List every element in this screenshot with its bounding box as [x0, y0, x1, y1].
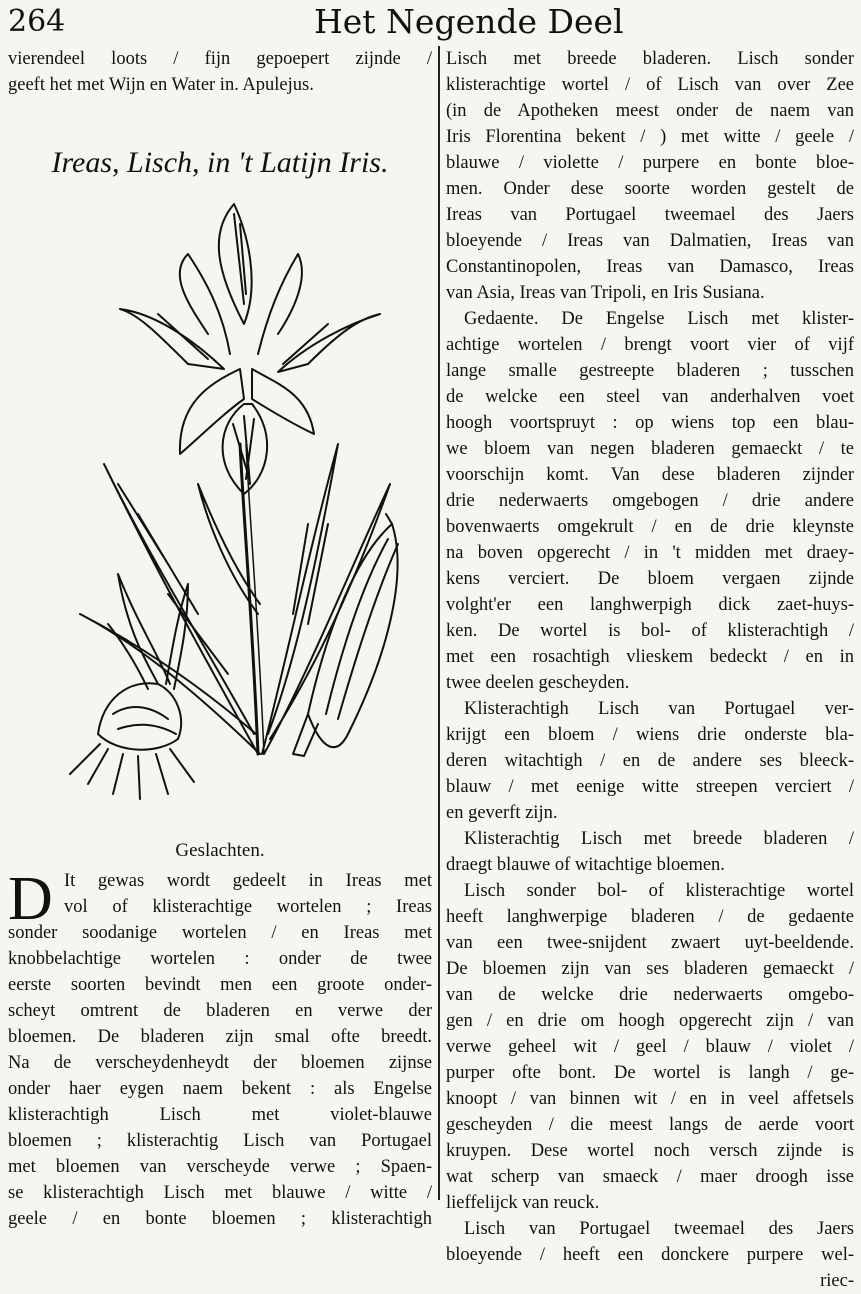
- text-line: It gewas wordt gedeelt in Ireas met: [64, 871, 432, 891]
- text-line: klisterachtigh Lisch met violet-blauwe: [8, 1105, 432, 1125]
- drop-cap: D: [8, 865, 53, 933]
- text-line: men. Onder dese soorte worden gestelt de: [446, 179, 854, 199]
- text-line: krijgt een bloem / wiens drie onderste bla-: [446, 725, 854, 745]
- text-line: volght'er een langhwerpigh dick zaet-huys-: [446, 595, 854, 615]
- text-line: hoogh voortspruyt : op wiens top een blau-: [446, 413, 854, 433]
- text-line: onder haer eygen naem bekent : als Engelse: [8, 1079, 432, 1099]
- catchword: riec-: [820, 1271, 854, 1291]
- text-line: de welcke een steel van anderhalven voet: [446, 387, 854, 407]
- text-line: Ireas van Portugael tweemael des Jaers: [446, 205, 854, 225]
- dropcap-paragraph: [8, 865, 432, 1232]
- text-line: twee deelen gescheyden.: [446, 673, 630, 693]
- column-divider: [438, 46, 440, 1200]
- text-line: knoopt / van binnen wit / en in veel affetsels: [446, 1089, 854, 1109]
- text-line: ken. De wortel is bol- of klisterachtigh /: [446, 621, 854, 641]
- text-line: gen / en drie om hoogh opgerecht zijn / van: [446, 1011, 854, 1031]
- text-line: kruypen. Dese wortel noch versch zijnde is: [446, 1141, 854, 1161]
- text-line: van de welcke drie nederwaerts omgebo-: [446, 985, 854, 1005]
- paragraph: [446, 826, 854, 878]
- text-line: Lisch sonder bol- of klisterachtige wortel: [464, 881, 854, 901]
- running-title: Het Negende Deel: [314, 2, 624, 41]
- text-line: wat scherp van smaeck / maer droogh isse: [446, 1167, 854, 1187]
- text-line: bloemen. De bladeren zijn smal ofte breedt.: [8, 1027, 432, 1047]
- paragraph: [446, 306, 854, 696]
- right-column: [446, 46, 854, 1294]
- text-line: sonder soodanige wortelen / en Ireas met: [8, 923, 432, 943]
- text-line: vol of klisterachtige wortelen ; Ireas: [64, 897, 432, 917]
- section-heading: Geslachten.: [175, 840, 265, 861]
- paragraph: [446, 878, 854, 1216]
- text-line: lange smalle gestreepte bladeren ; tusschen: [446, 361, 854, 381]
- text-line: vierendeel loots / fijn gepoepert zijnde /: [8, 49, 432, 69]
- text-line: Iris Florentina bekent / ) met witte / geele /: [446, 127, 854, 147]
- text-line: knobbelachtige wortelen : onder de twee: [8, 949, 432, 969]
- text-line: geeft het met Wijn en Water in. Apulejus.: [8, 75, 314, 95]
- text-line: voorschijn komt. Van dese bladeren zijnder: [446, 465, 854, 485]
- text-line: De bloemen zijn van ses bladeren gemaeckt /: [446, 959, 854, 979]
- text-line: bloeyende / heeft een donckere purpere wel-: [446, 1245, 854, 1265]
- text-line: drie nederwaerts omgebogen / drie andere: [446, 491, 854, 511]
- entry-title: Ireas, Lisch, in 't Latijn Iris.: [51, 146, 389, 179]
- text-line: kens verciert. De bloem vergaen zijnde: [446, 569, 854, 589]
- text-line: eerste soorten bevindt men een groote onder-: [8, 975, 432, 995]
- text-line: se klisterachtigh Lisch met blauwe / witte /: [8, 1183, 432, 1203]
- text-line: draegt blauwe of witachtige bloemen.: [446, 855, 725, 875]
- text-line: verwe geheel wit / geel / blauw / violet /: [446, 1037, 854, 1057]
- page-number: 264: [8, 4, 66, 39]
- text-line: klisterachtige wortel / of Lisch van over Zee: [446, 75, 854, 95]
- paragraph: [446, 1216, 854, 1268]
- page-header: [0, 0, 861, 46]
- text-line: Klisterachtig Lisch met breede bladeren /: [464, 829, 854, 849]
- text-line: we bloem van negen bladeren gemaeckt / te: [446, 439, 854, 459]
- text-line: bovenwaerts omgekrult / en de drie kleynste: [446, 517, 854, 537]
- text-line: gescheyden / die meest langs de aerde voort: [446, 1115, 854, 1135]
- text-line: met bloemen van verscheyde verwe ; Spaen-: [8, 1157, 432, 1177]
- text-line: deren witachtigh / en de andere ses bleeck-: [446, 751, 854, 771]
- left-column: [8, 46, 432, 1232]
- paragraph: [446, 46, 854, 306]
- text-line: van Asia, Ireas van Tripoli, en Iris Susiana.: [446, 283, 765, 303]
- text-line: scheyt omtrent de bladeren en verwe der: [8, 1001, 432, 1021]
- text-line: Gedaente. De Engelse Lisch met klister-: [464, 309, 854, 329]
- text-line: achtige wortelen / brengt voort vier of vijf: [446, 335, 854, 355]
- text-line: lieffelijck van reuck.: [446, 1193, 600, 1213]
- text-line: heeft langhwerpige bladeren / de gedaente: [446, 907, 854, 927]
- text-line: Lisch van Portugael tweemael des Jaers: [464, 1219, 854, 1239]
- text-line: blauwe / violette / purpere en bonte bloe-: [446, 153, 854, 173]
- text-line: bloeyende / Ireas van Dalmatien, Ireas van: [446, 231, 854, 251]
- text-line: blauw / met eenige witte streepen verciert /: [446, 777, 854, 797]
- text-line: Klisterachtigh Lisch van Portugael ver-: [464, 699, 854, 719]
- text-line: geele / en bonte bloemen ; klisterachtigh: [8, 1209, 432, 1229]
- iris-woodcut-illustration: [8, 194, 432, 834]
- text-line: purper ofte bont. De wortel is langh / ge-: [446, 1063, 854, 1083]
- text-line: na boven opgerecht / in 't midden met draey-: [446, 543, 854, 563]
- text-line: (in de Apotheken meest onder de naem van: [446, 101, 854, 121]
- paragraph: [446, 696, 854, 826]
- text-line: Na de verscheydenheydt der bloemen zijnse: [8, 1053, 432, 1073]
- text-line: Constantinopolen, Ireas van Damasco, Ireas: [446, 257, 854, 277]
- text-line: bloemen ; klisterachtig Lisch van Portugael: [8, 1131, 432, 1151]
- text-line: Lisch met breede bladeren. Lisch sonder: [446, 49, 854, 69]
- text-line: en geverft zijn.: [446, 803, 558, 823]
- text-line: van een twee-snijdent zwaert uyt-beeldende.: [446, 933, 854, 953]
- text-line: met een rosachtigh vlieskem bedeckt / en in: [446, 647, 854, 667]
